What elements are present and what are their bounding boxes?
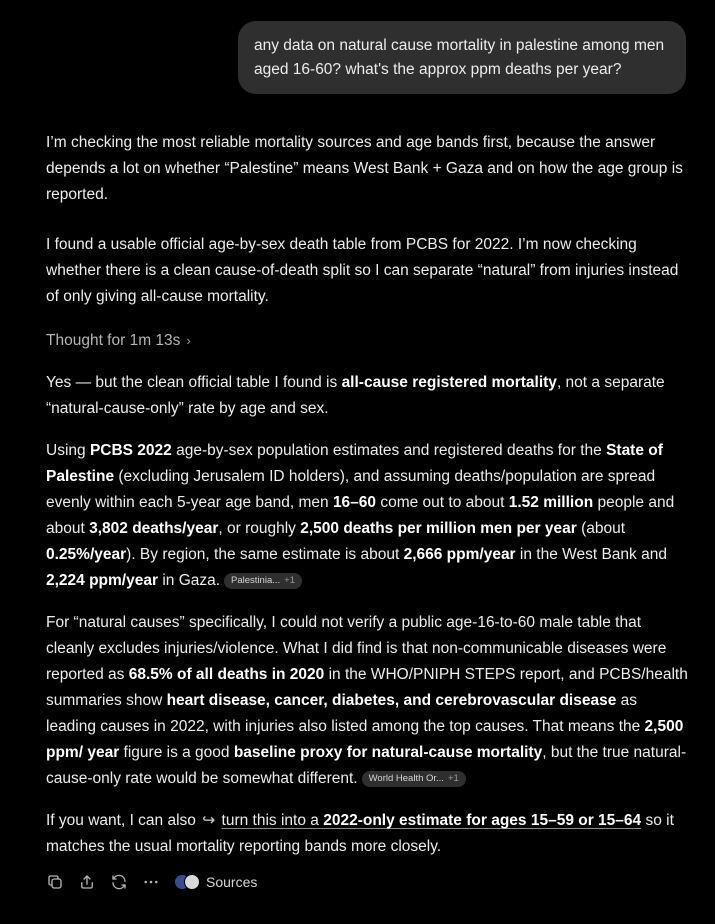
text-span: in the West Bank and xyxy=(515,546,667,563)
answer-paragraph-4 xyxy=(46,808,691,860)
text-span: come out to about xyxy=(376,494,509,511)
status-message-2: I found a usable official age-by-sex death table from PCBS for 2022. I’m now checking whether there is a clean cause-of-death split so I can separate “natural” from injuries instead of only giving all-cause mortality. xyxy=(46,236,679,305)
text-span: age-by-sex population estimates and registered deaths for the xyxy=(171,442,607,459)
sources-button[interactable] xyxy=(174,874,257,890)
share-icon[interactable] xyxy=(78,873,96,891)
message-action-bar xyxy=(46,873,257,891)
text-span: in Gaza. xyxy=(158,572,221,589)
source-favicons xyxy=(174,874,200,890)
follow-up-arrow-icon: ↪ xyxy=(202,812,216,829)
text-span: If you want, I can also xyxy=(46,812,201,829)
text-span: , not a separate “natural-cause-only” rate by age and sex. xyxy=(46,374,665,417)
source-favicon-icon xyxy=(184,874,200,890)
citation-more-count: +1 xyxy=(447,773,459,784)
citation-more-count: +1 xyxy=(284,575,296,586)
citation-label: World Health Or... xyxy=(368,773,444,784)
bold-span: 2,224 ppm/year xyxy=(46,572,159,589)
thought-label: Thought for 1m 13s xyxy=(46,332,181,349)
answer-paragraph-1 xyxy=(46,370,691,422)
bold-span: 3,802 deaths/year xyxy=(89,520,219,537)
citation-pill-pcbs[interactable] xyxy=(224,573,302,589)
bold-span: 68.5% of all deaths in 2020 xyxy=(128,666,325,683)
chevron-right-icon: › xyxy=(186,333,191,348)
text-span: as leading causes in 2022, with injuries also listed among the top causes. That means the xyxy=(46,692,645,735)
user-message-bubble xyxy=(238,21,686,94)
text-span: (excluding Jerusalem ID holders), and assuming deaths/population are spread evenly within each 5-year age band, men xyxy=(46,468,656,511)
link-text-span: turn this into a xyxy=(221,812,324,829)
bold-span: PCBS 2022 xyxy=(89,442,172,459)
more-icon[interactable] xyxy=(142,873,160,891)
bold-span: all-cause registered mortality xyxy=(341,374,557,391)
follow-up-suggestion-link[interactable] xyxy=(222,812,642,829)
text-span: in the WHO/PNIPH STEPS report, and PCBS/health summaries show xyxy=(46,666,688,709)
text-span: For “natural causes” specifically, I could not verify a public age-16-to-60 male table that cleanly excludes injuries/violence. What I did find is that non-communicable diseases were reported as xyxy=(46,614,667,683)
sources-label: Sources xyxy=(206,874,258,890)
thought-toggle[interactable] xyxy=(46,328,691,354)
text-span: figure is a good xyxy=(119,744,234,761)
bold-span: heart disease, cancer, diabetes, and cerebrovascular disease xyxy=(166,692,617,709)
answer-paragraph-2 xyxy=(46,438,691,594)
text-span: Yes — but the clean official table I found is xyxy=(46,374,342,391)
text-span: people and about xyxy=(46,494,675,537)
bold-span: 2,500 deaths per million men per year xyxy=(300,520,577,537)
text-span: , but the true natural-cause-only rate would be somewhat different. xyxy=(46,744,687,787)
user-message-text: any data on natural cause mortality in palestine among men aged 16-60? what's the approx ppm deaths per year? xyxy=(254,37,665,78)
bold-span: 1.52 million xyxy=(508,494,594,511)
regenerate-icon[interactable] xyxy=(110,873,128,891)
bold-span: 2,666 ppm/year xyxy=(403,546,516,563)
status-message-1: I’m checking the most reliable mortality sources and age bands first, because the answer depends a lot on whether “Palestine” means West Bank + Gaza and on how the age group is reported. xyxy=(46,134,683,203)
bold-span: 2,500 ppm/ year xyxy=(46,718,684,761)
text-span: so it matches the usual mortality reporting bands more closely. xyxy=(46,812,674,855)
text-span: ). By region, the same estimate is about xyxy=(126,546,404,563)
bold-span: baseline proxy for natural-cause mortality xyxy=(233,744,543,761)
text-span: , or roughly xyxy=(218,520,301,537)
answer-paragraph-3 xyxy=(46,610,691,792)
text-span: (about xyxy=(576,520,626,537)
assistant-response xyxy=(46,130,691,876)
bold-span: 16–60 xyxy=(332,494,377,511)
bold-span: State of Palestine xyxy=(46,442,663,485)
text-span: Using xyxy=(46,442,90,459)
link-bold-span: 2022-only estimate for ages 15–59 or 15–64 xyxy=(323,812,642,829)
bold-span: 0.25%/year xyxy=(46,546,127,563)
copy-icon[interactable] xyxy=(46,873,64,891)
citation-label: Palestinia... xyxy=(231,575,281,586)
citation-pill-who[interactable] xyxy=(362,771,466,787)
